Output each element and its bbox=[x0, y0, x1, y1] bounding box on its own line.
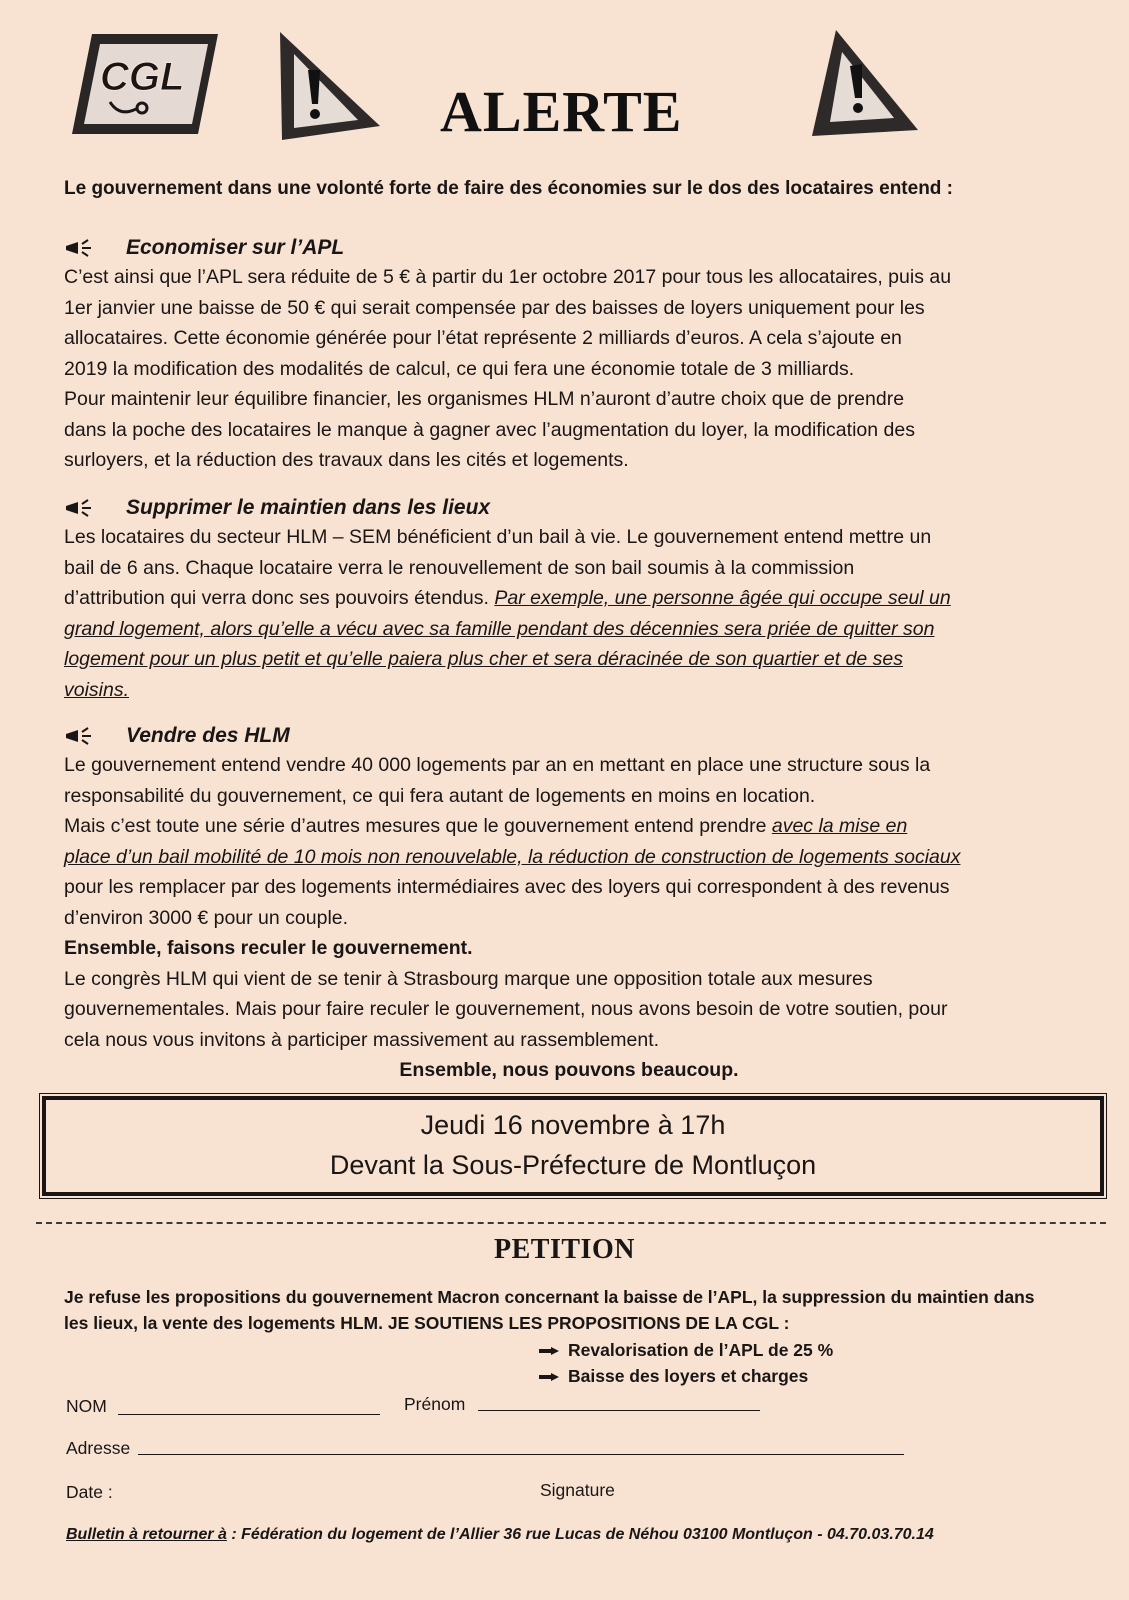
adresse-label: Adresse bbox=[66, 1438, 131, 1458]
nom-field[interactable] bbox=[118, 1414, 380, 1415]
underlined-text: grand logement, alors qu’elle a vécu avec sa famille pendant des décennies sera priée de quitter son bbox=[64, 617, 935, 640]
section-heading-label: Vendre des HLM bbox=[126, 724, 290, 747]
text-line: 2019 la modification des modalités de calcul, ce qui fera une économie totale de 3 milliards. bbox=[64, 357, 855, 380]
warning-triangle-icon bbox=[808, 22, 928, 140]
return-address bbox=[66, 1526, 1116, 1544]
text-line: les lieux, la vente des logements HLM. JE SOUTIENS LES PROPOSITIONS DE LA CGL : bbox=[64, 1313, 790, 1333]
underlined-text: voisins. bbox=[64, 678, 130, 701]
megaphone-icon bbox=[64, 498, 94, 518]
text-line: Le congrès HLM qui vient de se tenir à Strasbourg marque une opposition totale aux mesures bbox=[64, 967, 873, 990]
rally-place: Devant la Sous-Préfecture de Montluçon bbox=[329, 1150, 817, 1180]
megaphone-icon bbox=[64, 726, 94, 746]
text-line: 1er janvier une baisse de 50 € qui serait compensée par des baisses de loyers uniquement pour les bbox=[64, 296, 925, 319]
text-line: surloyers, et la réduction des travaux dans les cités et logements. bbox=[64, 449, 629, 471]
text-line: bail de 6 ans. Chaque locataire verra le renouvellement de son bail soumis à la commission bbox=[64, 556, 855, 579]
text-line: Pour maintenir leur équilibre financier, les organismes HLM n’auront d’autre choix que de prendre bbox=[64, 388, 905, 410]
text-line: responsabilité du gouvernement, ce qui fera autant de logements en moins en location. bbox=[64, 784, 816, 807]
adresse-field[interactable] bbox=[138, 1454, 904, 1455]
section-heading-apl bbox=[64, 236, 344, 260]
proposal-label: Baisse des loyers et charges bbox=[568, 1366, 809, 1386]
text-line: pour les remplacer par des logements intermédiaires avec des loyers qui correspondent à des revenus bbox=[64, 876, 950, 898]
proposal-label: Revalorisation de l’APL de 25 % bbox=[568, 1340, 834, 1360]
section-body-apl bbox=[64, 262, 1074, 476]
text-line: dans la poche des locataires le manque à gagner avec l’augmentation du loyer, la modification des bbox=[64, 418, 915, 441]
underlined-text: avec la mise en bbox=[771, 815, 908, 837]
date-label: Date : bbox=[66, 1482, 113, 1502]
pointing-hand-icon bbox=[538, 1345, 560, 1357]
text-line: Le gouvernement entend vendre 40 000 logements par an en mettant en place une structure sous la bbox=[64, 754, 931, 776]
intro-text: Le gouvernement dans une volonté forte de faire des économies sur le dos des locataires entend : bbox=[64, 178, 954, 199]
megaphone-icon bbox=[64, 238, 94, 258]
underlined-text: Par exemple, une personne âgée qui occupe seul un bbox=[494, 587, 951, 609]
cut-line bbox=[36, 1222, 1106, 1224]
text-line: Les locataires du secteur HLM – SEM bénéficient d’un bail à vie. Le gouvernement entend mettre un bbox=[64, 526, 932, 548]
text-line: Je refuse les propositions du gouvernement Macron concernant la baisse de l’APL, la suppression du maintien dans bbox=[64, 1287, 1035, 1307]
nom-label: NOM bbox=[66, 1396, 107, 1416]
signature-label: Signature bbox=[540, 1480, 615, 1500]
section-heading-label: Supprimer le maintien dans les lieux bbox=[126, 496, 491, 519]
return-address-lead: Bulletin à retourner à bbox=[66, 1526, 227, 1543]
section-heading-vente bbox=[64, 724, 290, 748]
section-body-maintien bbox=[64, 522, 1074, 705]
text-span: Mais c’est toute une série d’autres mesures que le gouvernement entend prendre bbox=[64, 815, 767, 837]
text-line: d’environ 3000 € pour un couple. bbox=[64, 906, 349, 929]
proposal-item bbox=[538, 1366, 808, 1387]
text-line bbox=[64, 811, 1074, 842]
underlined-text: place d’un bail mobilité de 10 mois non renouvelable, la réduction de construction de logements sociaux bbox=[64, 845, 961, 868]
warning-triangle-icon bbox=[268, 26, 388, 144]
together-closing: Ensemble, nous pouvons beaucoup. bbox=[399, 1059, 739, 1081]
cgl-logo bbox=[70, 30, 220, 138]
petition-title: PETITION bbox=[494, 1234, 635, 1265]
return-address-details: : Fédération du logement de l’Allier 36 rue Lucas de Néhou 03100 Montluçon - 04.70.03.70.14 bbox=[226, 1526, 934, 1543]
rally-box bbox=[42, 1096, 1104, 1196]
text-line bbox=[64, 583, 1074, 614]
section-heading-maintien bbox=[64, 496, 490, 520]
prenom-field[interactable] bbox=[478, 1410, 760, 1411]
logo-text: CGL bbox=[100, 55, 185, 99]
page-title: ALERTE bbox=[440, 79, 683, 144]
text-line: gouvernementales. Mais pour faire reculer le gouvernement, nous avons besoin de votre soutien, pour bbox=[64, 998, 948, 1020]
petition-text bbox=[64, 1284, 1104, 1336]
prenom-label: Prénom bbox=[404, 1394, 466, 1414]
text-line: cela nous vous invitons à participer massivement au rassemblement. bbox=[64, 1028, 660, 1051]
text-line: allocataires. Cette économie générée pour l’état représente 2 milliards d’euros. A cela s’ajoute en bbox=[64, 327, 902, 349]
text-span: d’attribution qui verra donc ses pouvoirs étendus. bbox=[64, 587, 489, 609]
underlined-text: logement pour un plus petit et qu’elle paiera plus cher et sera déracinée de son quartier et de ses bbox=[64, 648, 904, 670]
proposal-item bbox=[538, 1340, 833, 1361]
pointing-hand-icon bbox=[538, 1371, 560, 1383]
section-heading-label: Economiser sur l’APL bbox=[126, 236, 345, 259]
together-heading: Ensemble, faisons reculer le gouvernement. bbox=[64, 937, 473, 959]
section-body-vente bbox=[64, 750, 1074, 1086]
text-line: C’est ainsi que l’APL sera réduite de 5 € à partir du 1er octobre 2017 pour tous les allocataires, puis au bbox=[64, 266, 952, 288]
rally-date: Jeudi 16 novembre à 17h bbox=[420, 1110, 726, 1140]
